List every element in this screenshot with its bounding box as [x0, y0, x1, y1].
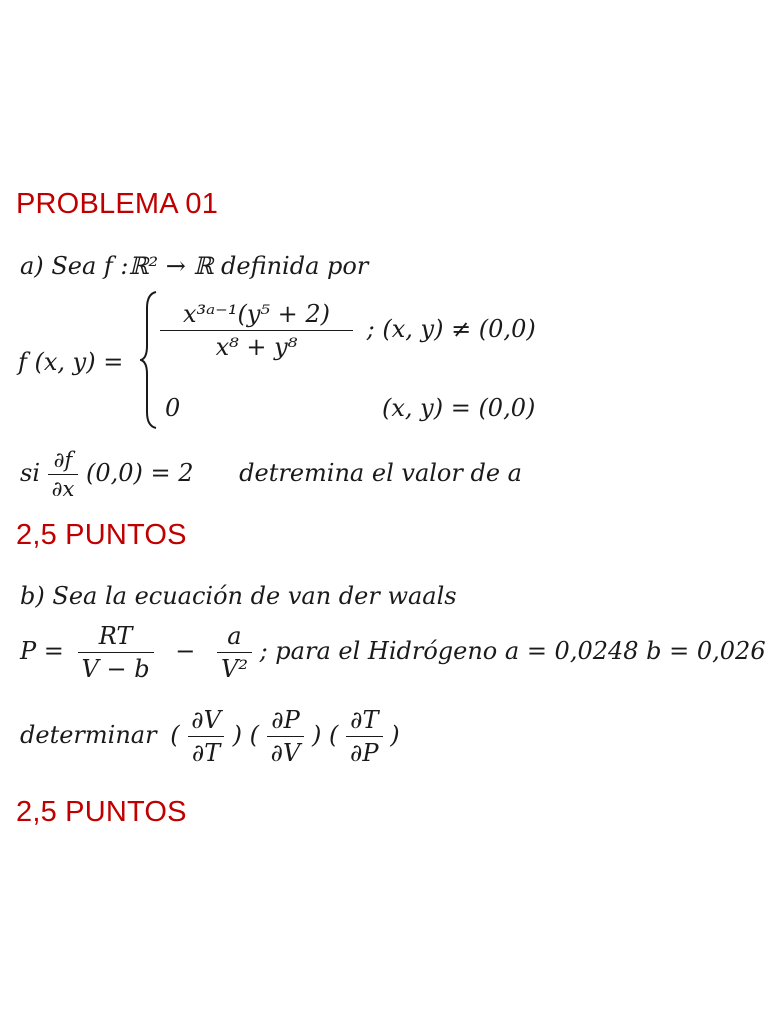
function-lhs: f (x, y) = — [18, 348, 124, 376]
case-1-condition: ; (x, y) ≠ (0,0) — [366, 315, 536, 343]
case-1-numerator: x³ᵃ⁻¹(y⁵ + 2) — [183, 300, 330, 328]
van-der-waals-equation — [20, 622, 766, 683]
case-2-condition: (x, y) = (0,0) — [382, 394, 536, 422]
dv-dt-fraction — [187, 706, 225, 767]
part-b-intro-line — [20, 582, 457, 610]
dp-dv-fraction — [267, 706, 305, 767]
a-numerator: a — [227, 622, 242, 650]
condition-rest: (0,0) = 2 — [85, 459, 194, 487]
rt-fraction — [78, 622, 154, 683]
part-b-label: b) — [20, 582, 45, 610]
dv-dt-numerator: ∂V — [191, 706, 221, 734]
task-text: detremina el valor de a — [239, 459, 522, 487]
dt-dp-numerator: ∂T — [350, 706, 379, 734]
left-brace-icon — [140, 290, 158, 430]
case-2-value: 0 — [165, 394, 181, 422]
determine-label: determinar — [20, 721, 157, 749]
minus-sign: − — [175, 637, 196, 665]
part-a-intro: Sea f :ℝ² → ℝ definida por — [51, 252, 369, 280]
a-denominator: V² — [217, 652, 252, 683]
hydrogen-params: ; para el Hidrógeno a = 0,0248 b = 0,026 — [259, 637, 766, 665]
partial-derivative-numerator: ∂f — [53, 448, 73, 472]
points-a: 2,5 PUNTOS — [16, 519, 187, 551]
dt-dp-denominator: ∂P — [346, 736, 383, 767]
dv-dt-denominator: ∂T — [188, 736, 224, 767]
problem-title: PROBLEMA 01 — [16, 188, 219, 220]
case-1-denominator: x⁸ + y⁸ — [160, 330, 353, 361]
dp-dv-numerator: ∂P — [271, 706, 300, 734]
part-a-label: a) — [20, 252, 44, 280]
condition-line — [20, 448, 522, 496]
rt-denominator: V − b — [78, 652, 154, 683]
part-b-intro: Sea la ecuación de van der waals — [52, 582, 457, 610]
a-fraction — [217, 622, 252, 683]
case-1-fraction — [160, 300, 353, 361]
dt-dp-fraction — [346, 706, 383, 767]
partial-derivative-fraction — [48, 448, 79, 496]
determine-line: determinar ( $\frac{\partial V}{\partial T}$ ) ( $\frac{\partial P}{\partial V}$ ) ( $\frac{\partial T}{\partial P}$ ) — [20, 706, 400, 767]
dp-dv-denominator: ∂V — [267, 736, 305, 767]
part-a-intro-line — [20, 252, 368, 280]
case-1 — [160, 300, 536, 361]
condition-prefix: si — [20, 459, 40, 487]
rt-numerator: RT — [98, 622, 133, 650]
partial-derivative-denominator: ∂x — [48, 474, 79, 496]
points-b: 2,5 PUNTOS — [16, 796, 187, 828]
p-lhs: P = — [20, 637, 64, 665]
